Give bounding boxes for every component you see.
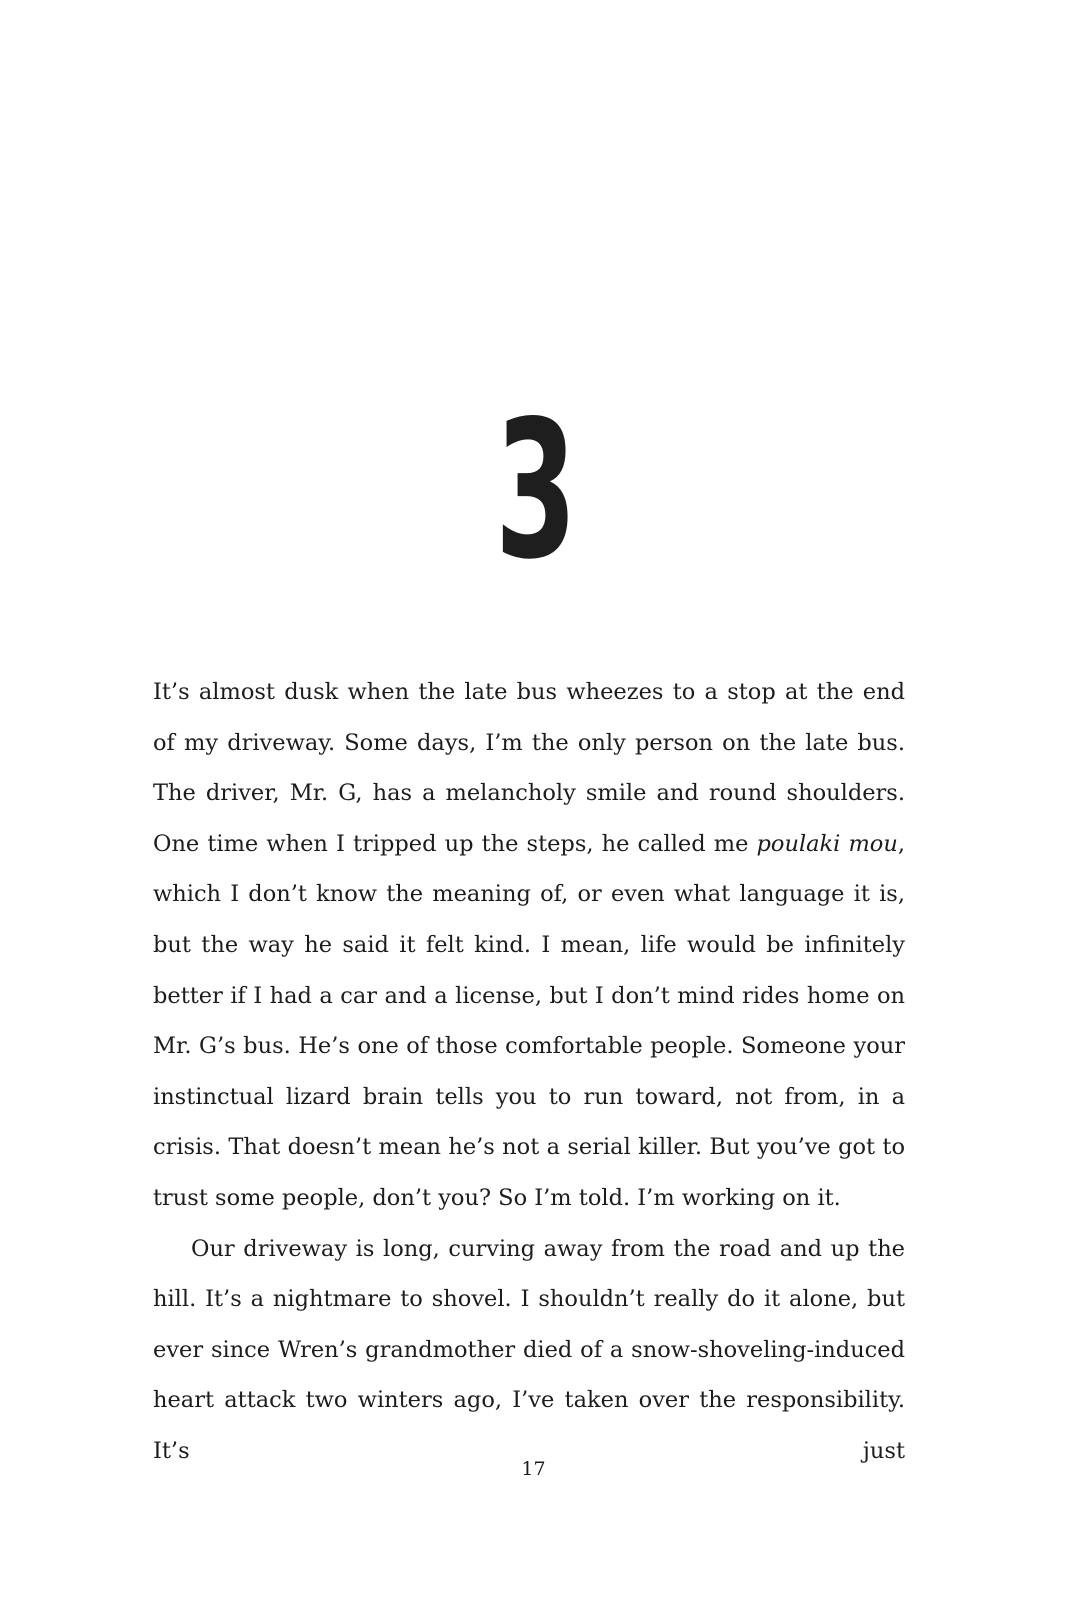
- page-number: 17: [521, 1458, 546, 1480]
- paragraph-1-text-start: It’s almost dusk when the late bus wheezes to a stop at the end of my driveway. Some days, I’m the only person on the late bus. The driver, Mr. G, has a melancholy smile and round shoulders. One time when I tripped up the steps, he called me: [153, 679, 905, 857]
- paragraph-1-italic-phrase: poulaki mou: [756, 830, 898, 857]
- chapter-number: 3: [494, 380, 577, 601]
- paragraph-1: [153, 667, 905, 1224]
- paragraph-2: Our driveway is long, curving away from the road and up the hill. It’s a nightmare to shovel. I shouldn’t really do it alone, but ever since Wren’s grandmother died of a snow-shoveling-induced heart attack two winters ago, I’ve taken over the responsibility. It’s just: [153, 1235, 905, 1464]
- chapter-body: [153, 667, 905, 1477]
- paragraph-1-text-end: , which I don’t know the meaning of, or even what language it is, but the way he said it felt kind. I mean, life would be infinitely better if I had a car and a license, but I don’t mind rides home on Mr. G’s bus. He’s one of those comfortable people. Someone your instinctual lizard brain tells you to run toward, not from, in a crisis. That doesn’t mean he’s not a serial killer. But you’ve got to trust some people, don’t you? So I’m told. I’m working on it.: [153, 830, 906, 1211]
